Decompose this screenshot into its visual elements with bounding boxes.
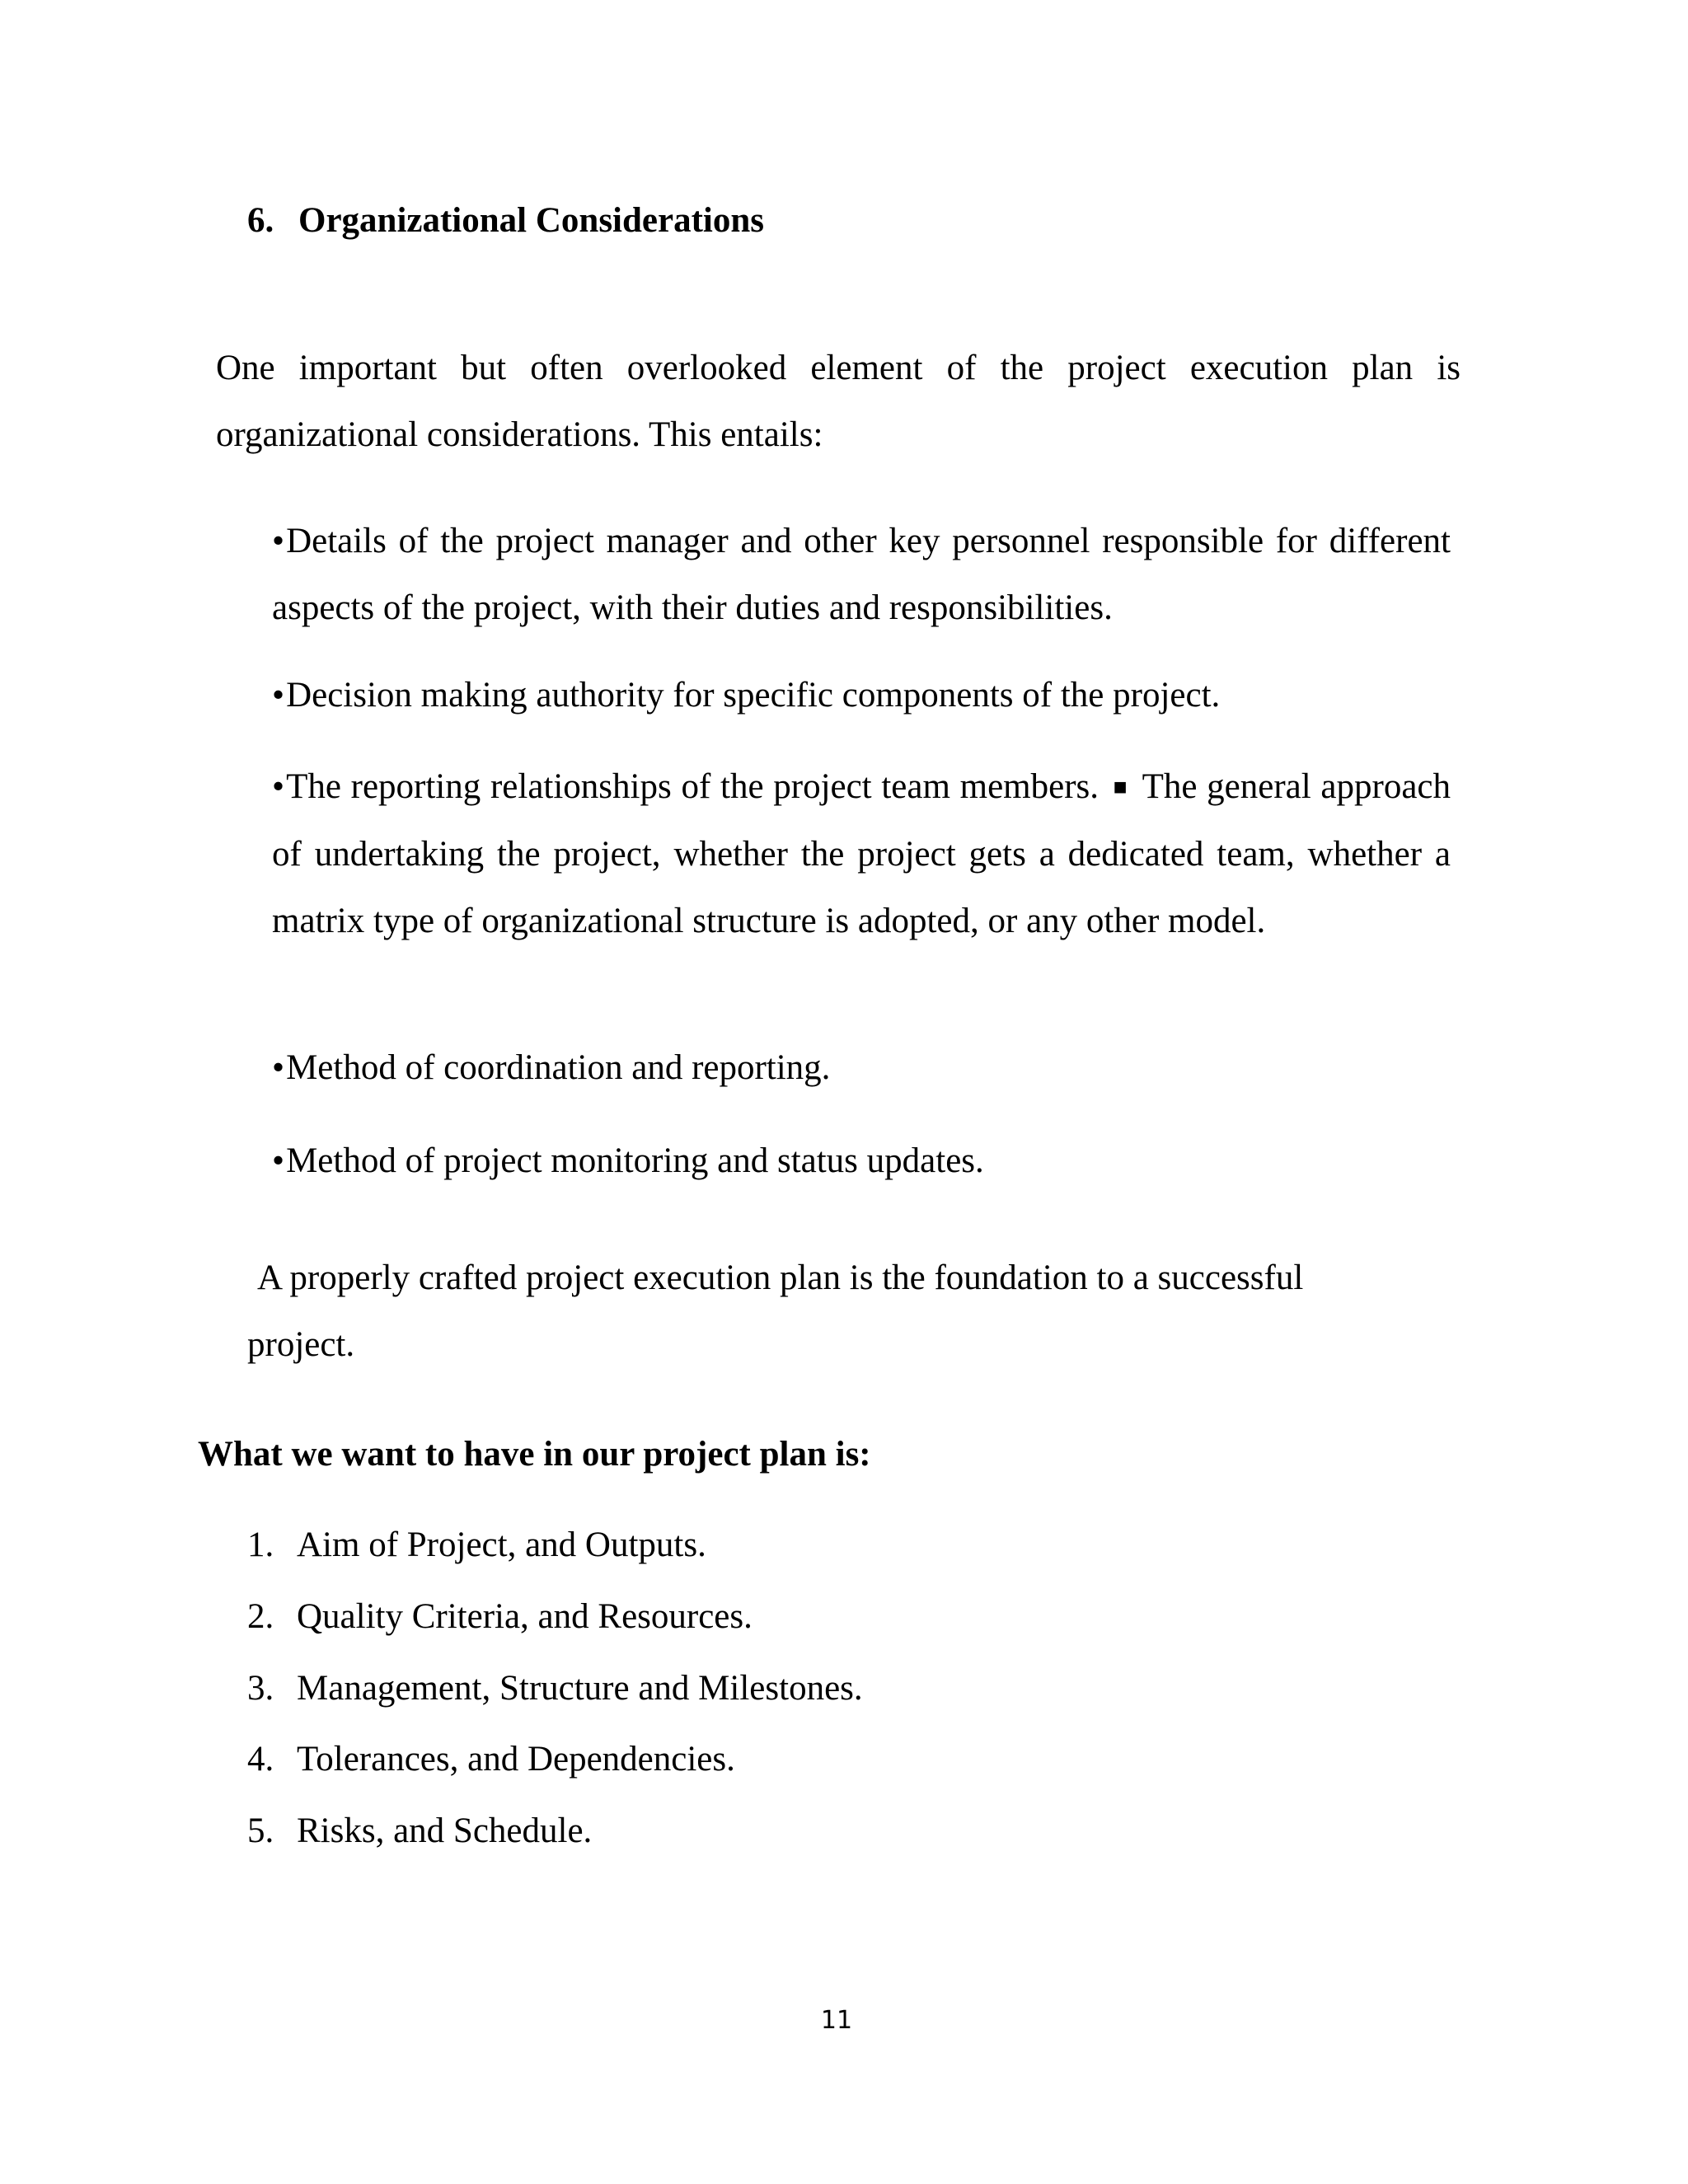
plan-item-number: 3.	[247, 1669, 274, 1708]
plan-list-item	[247, 1664, 863, 1713]
closing-line-2: project.	[247, 1325, 355, 1364]
bullet-text: Method of project monitoring and status updates.	[286, 1141, 984, 1180]
bullet-icon: •	[272, 1048, 285, 1087]
plan-item-number: 5.	[247, 1811, 274, 1850]
closing-paragraph	[247, 1244, 1418, 1378]
bullet-item	[272, 662, 1451, 729]
plan-list-item	[247, 1592, 753, 1642]
plan-list-item	[247, 1521, 706, 1570]
plan-heading: What we want to have in our project plan is:	[198, 1435, 871, 1474]
bullet-icon: •	[272, 676, 285, 715]
plan-list-item	[247, 1735, 735, 1784]
plan-item-text: Aim of Project, and Outputs.	[297, 1526, 706, 1564]
plan-item-number: 4.	[247, 1740, 274, 1779]
section-heading	[247, 196, 764, 246]
section-number: 6.	[247, 201, 274, 240]
plan-item-text: Management, Structure and Milestones.	[297, 1669, 863, 1708]
bullet-text: The reporting relationships of the project team members.	[286, 767, 1100, 806]
closing-line-1: A properly crafted project execution plan is the foundation to a successful	[257, 1258, 1304, 1297]
bullet-text: Decision making authority for specific components of the project.	[286, 676, 1221, 715]
page-number: 11	[820, 2006, 853, 2035]
bullet-item	[272, 508, 1451, 641]
plan-item-text: Tolerances, and Dependencies.	[297, 1740, 735, 1779]
plan-item-number: 2.	[247, 1597, 274, 1636]
bullet-item	[272, 1034, 1451, 1101]
bullet-icon: •	[272, 522, 285, 560]
section-title: Organizational Considerations	[298, 201, 765, 240]
plan-list-item	[247, 1807, 592, 1856]
bullet-text: Details of the project manager and other key personnel responsible for different aspects of the project, with their duties and responsibilities.	[272, 522, 1451, 627]
bullet-icon: •	[272, 1141, 285, 1180]
plan-item-number: 1.	[247, 1526, 274, 1564]
bullet-text-continued: The general approach of undertaking the project, whether the project gets a dedicated team, whether a matrix type of organizational structure is adopted, or any other model.	[272, 767, 1451, 940]
intro-paragraph: One important but often overlooked element of the project execution plan is organizational considerations. This entails:	[216, 349, 1461, 454]
bullet-item	[272, 753, 1451, 954]
plan-item-text: Quality Criteria, and Resources.	[297, 1597, 753, 1636]
bullet-item	[272, 1127, 1451, 1194]
bullet-icon: •	[272, 767, 285, 806]
bullet-text: Method of coordination and reporting.	[286, 1048, 831, 1087]
plan-item-text: Risks, and Schedule.	[297, 1811, 593, 1850]
square-bullet-icon: ■	[1113, 775, 1128, 800]
